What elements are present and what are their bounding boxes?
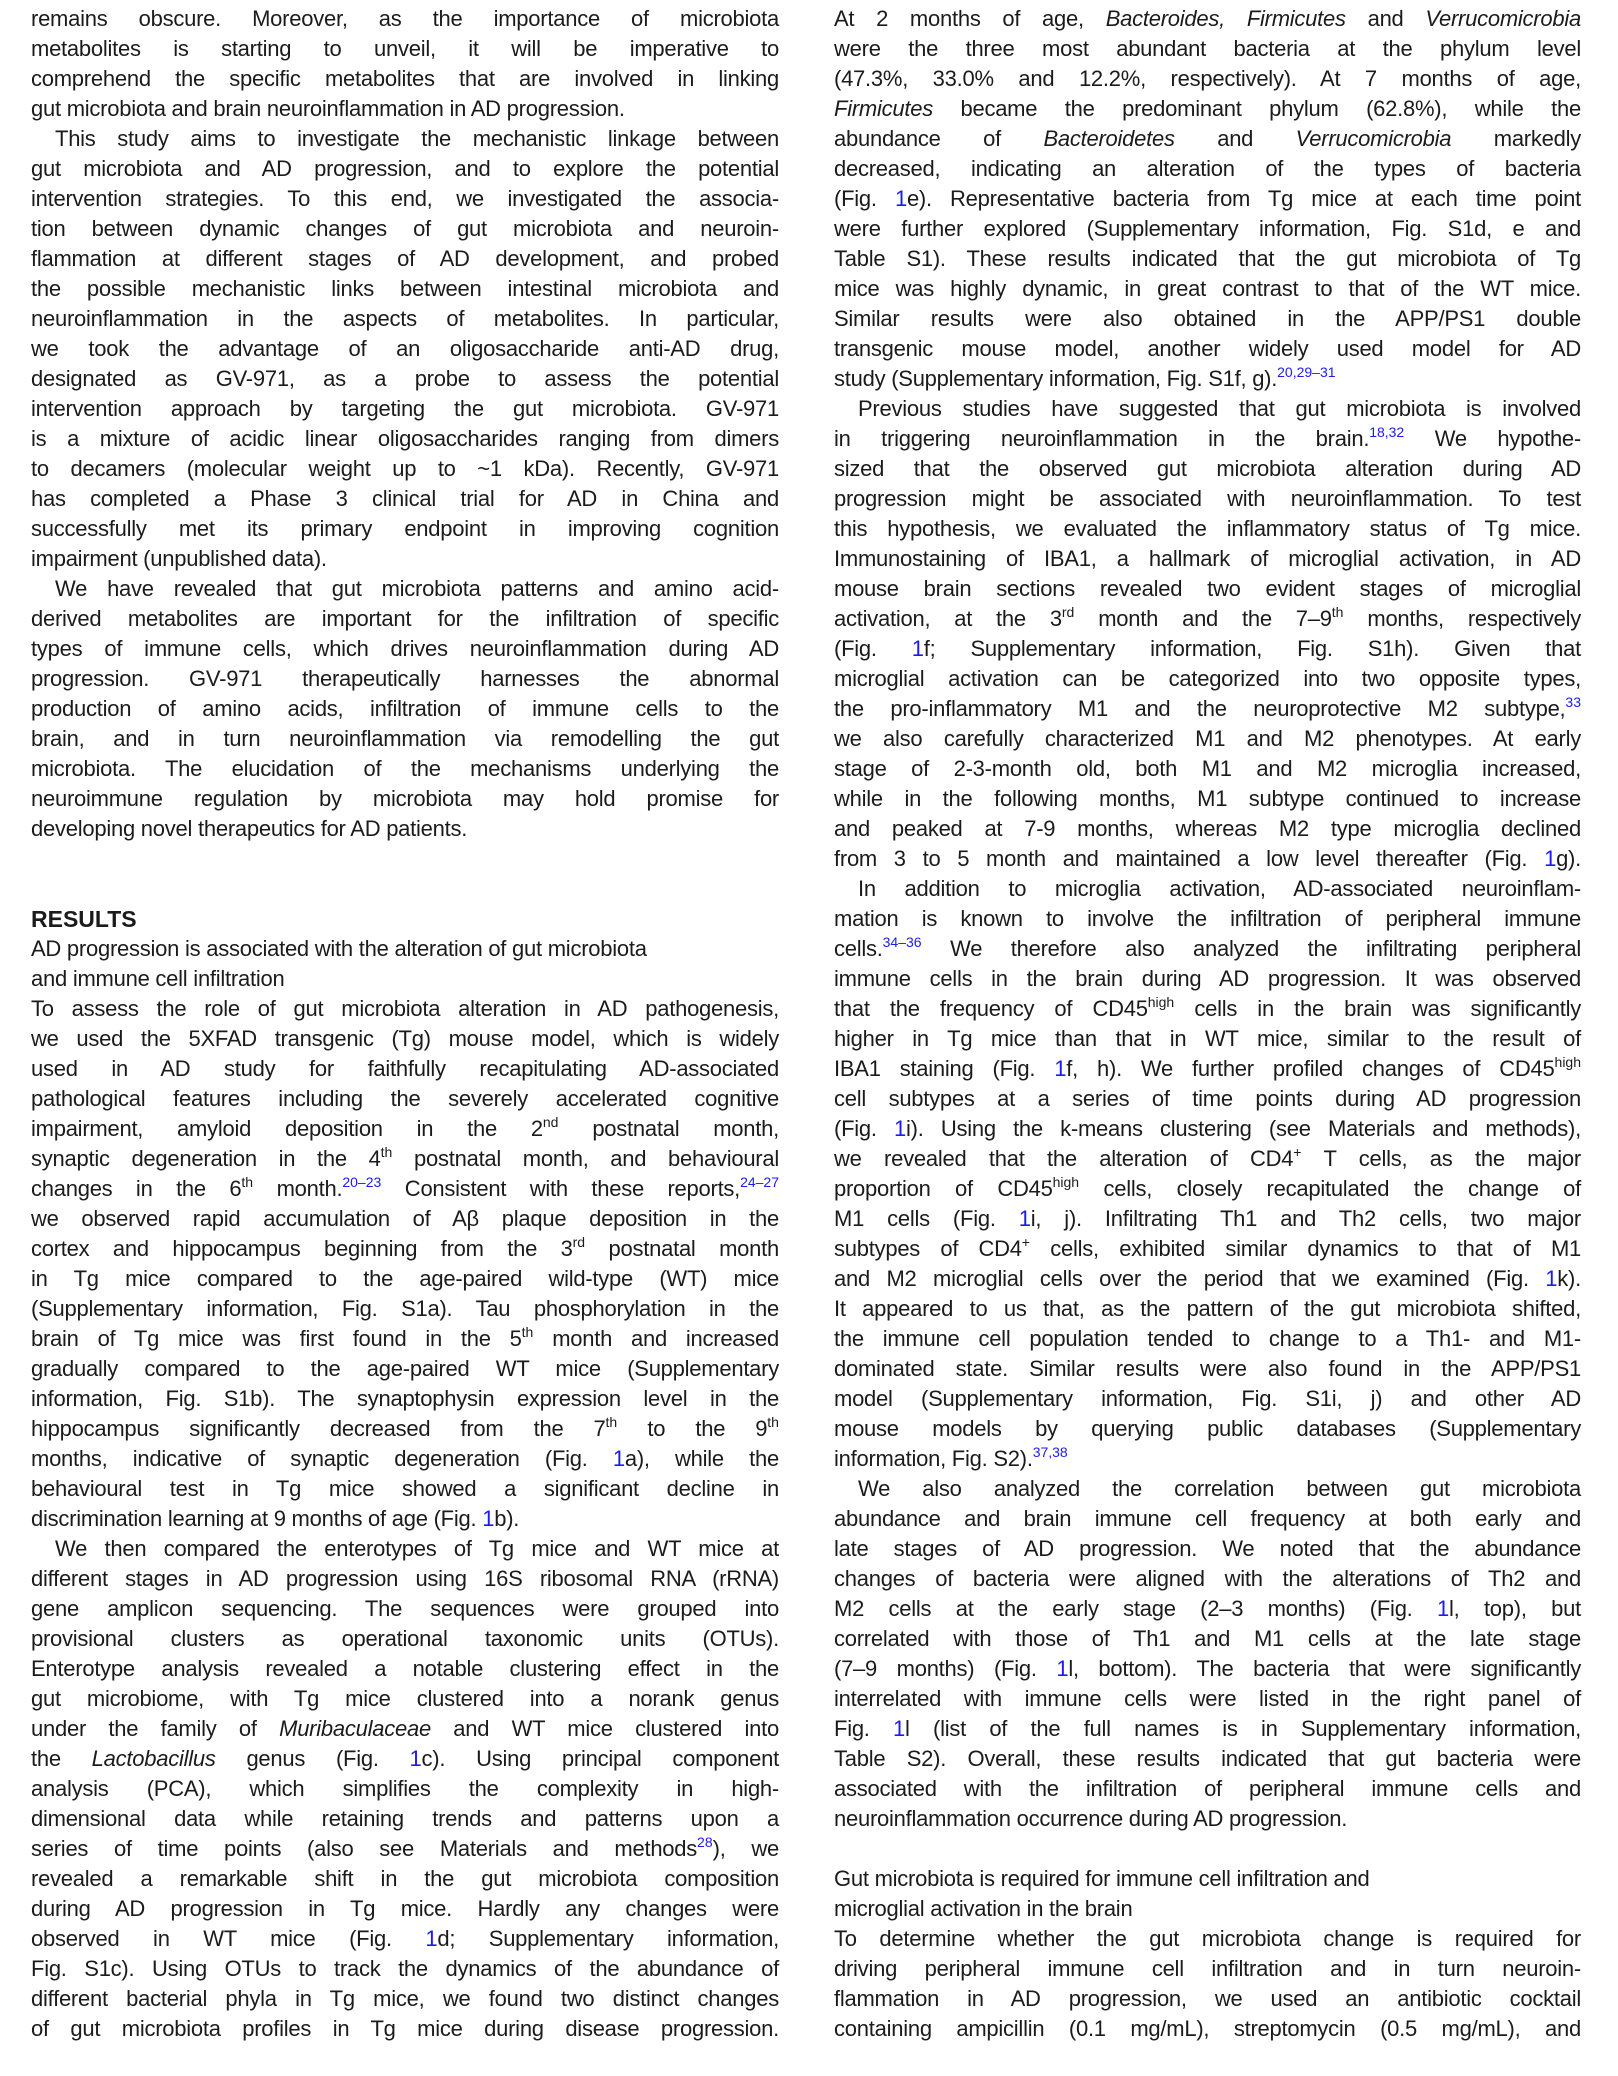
text-line: is a mixture of acidic linear oligosaccharides ranging from dimers (31, 426, 779, 451)
text-line: designated as GV-971, as a probe to assess the potential (31, 366, 779, 391)
text-line: were further explored (Supplementary information, Fig. S1d, e and (834, 216, 1581, 241)
figure-link[interactable]: 1 (911, 636, 924, 661)
figure-link[interactable]: 1 (1545, 1266, 1558, 1291)
text-line: flammation at different stages of AD development, and probed (31, 246, 779, 271)
figure-link[interactable]: 1 (894, 186, 907, 211)
text-line: progression might be associated with neuroinflammation. To test (834, 486, 1581, 511)
text-line: different bacterial phyla in Tg mice, we found two distinct changes (31, 1986, 779, 2011)
superscript: th (241, 1174, 254, 1190)
text-line: containing ampicillin (0.1 mg/mL), streptomycin (0.5 mg/mL), and (834, 2016, 1581, 2041)
text-line: (Fig. 1f; Supplementary information, Fig. S1h). Given that (834, 636, 1581, 661)
text-line: types of immune cells, which drives neuroinflammation during AD (31, 636, 779, 661)
text-line: Enterotype analysis revealed a notable clustering effect in the (31, 1656, 779, 1681)
italic-taxon: Bacteroides, Firmicutes (1105, 6, 1346, 31)
text-line: Fig. S1c). Using OTUs to track the dynamics of the abundance of (31, 1956, 779, 1981)
italic-taxon: Bacteroidetes (1043, 126, 1175, 151)
text-line: sized that the observed gut microbiota alteration during AD (834, 456, 1581, 481)
text-line: information, Fig. S2).$^{37,38}$ (834, 1444, 1068, 1471)
section-title: RESULTS (31, 906, 137, 932)
reference-superscript (1277, 364, 1335, 380)
text-line: the Lactobacillus genus (Fig. 1c). Using principal component (31, 1746, 779, 1771)
text-line: activation, at the 3rd month and the 7–9th months, respectively (834, 604, 1581, 631)
text-line: and peaked at 7-9 months, whereas M2 type microglia declined (834, 816, 1581, 841)
text-line: cortex and hippocampus beginning from the 3rd postnatal month (31, 1234, 779, 1261)
superscript: th (767, 1414, 779, 1430)
superscript: th (605, 1414, 618, 1430)
reference-link[interactable]: 20–23 (342, 1174, 382, 1190)
text-line: to decamers (molecular weight up to ~1 kDa). Recently, GV-971 (31, 456, 779, 481)
reference-superscript (883, 934, 922, 950)
reference-link[interactable]: 18,32 (1369, 424, 1405, 440)
text-line: metabolites is starting to unveil, it will be imperative to (31, 36, 779, 61)
text-line: changes of bacteria were aligned with the alterations of Th2 and (834, 1566, 1581, 1591)
text-line: brain, and in turn neuroinflammation via remodelling the gut (31, 726, 779, 751)
text-line: we used the 5XFAD transgenic (Tg) mouse model, which is widely (31, 1026, 779, 1051)
text-line: At 2 months of age, Bacteroides, Firmicutes and Verrucomicrobia (834, 6, 1581, 31)
text-line: information, Fig. S1b). The synaptophysin expression level in the (31, 1386, 779, 1411)
text-line: in Tg mice compared to the age-paired wild-type (WT) mice (31, 1266, 779, 1291)
text-line: Firmicutes became the predominant phylum (62.8%), while the (834, 96, 1581, 121)
text-line: mouse models by querying public databases (Supplementary (834, 1416, 1581, 1441)
reference-superscript (697, 1834, 713, 1850)
reference-superscript (1565, 694, 1581, 710)
text-line: brain of Tg mice was first found in the 5th month and increased (31, 1324, 780, 1351)
text-line: under the family of Muribaculaceae and WT mice clustered into (31, 1716, 779, 1741)
text-line: that the frequency of $CD45^{high}$ cells in the brain was significantly (834, 994, 1582, 1021)
text-line: changes in the 6th month.$^{20-23}$ Consistent with these reports,$^{24-27}$ (31, 1174, 779, 1201)
text-line: We have revealed that gut microbiota patterns and amino acid- (55, 576, 779, 601)
text-line: associated with the infiltration of peripheral immune cells and (834, 1776, 1581, 1801)
text-line: we took the advantage of an oligosaccharide anti-AD drug, (31, 336, 779, 361)
text-line: impairment, amyloid deposition in the 2nd postnatal month, (31, 1114, 779, 1141)
text-line: It appeared to us that, as the pattern of the gut microbiota shifted, (834, 1296, 1581, 1321)
text-line: (Fig. 1i). Using the k-means clustering (see Materials and methods), (834, 1116, 1581, 1141)
figure-link[interactable]: 1 (1544, 846, 1557, 871)
text-line: Similar results were also obtained in the APP/PS1 double (834, 306, 1581, 331)
reference-superscript (740, 1174, 779, 1190)
left-text-column (31, 0, 779, 2076)
text-line: Table S2). Overall, these results indicated that gut bacteria were (834, 1746, 1581, 1771)
text-line: Previous studies have suggested that gut microbiota is involved (858, 396, 1581, 421)
text-line: (Supplementary information, Fig. S1a). Tau phosphorylation in the (31, 1296, 779, 1321)
text-line: abundance of Bacteroidetes and Verrucomicrobia markedly (834, 126, 1581, 151)
subsection-title: microglial activation in the brain (834, 1896, 1133, 1921)
superscript: rd (572, 1234, 586, 1250)
figure-link[interactable]: 1 (612, 1446, 625, 1471)
text-line: synaptic degeneration in the 4th postnatal month, and behavioural (31, 1144, 779, 1171)
superscript: th (1331, 604, 1344, 620)
text-line: We then compared the enterotypes of Tg mice and WT mice at (55, 1536, 779, 1561)
text-line: Immunostaining of IBA1, a hallmark of microglial activation, in AD (834, 546, 1581, 571)
reference-link[interactable]: 24–27 (740, 1174, 779, 1190)
text-line: we also carefully characterized M1 and M2 phenotypes. At early (834, 726, 1581, 751)
text-line: transgenic mouse model, another widely used model for AD (834, 336, 1581, 361)
figure-link[interactable]: 1 (894, 1116, 906, 1141)
text-line: microbiota. The elucidation of the mechanisms underlying the (31, 756, 779, 781)
text-line: To assess the role of gut microbiota alteration in AD pathogenesis, (31, 996, 779, 1021)
text-line: derived metabolites are important for the infiltration of specific (31, 606, 779, 631)
superscript: th (380, 1144, 393, 1160)
reference-link[interactable]: 20,29–31 (1277, 364, 1336, 380)
superscript: high (1147, 994, 1175, 1010)
text-line: revealed a remarkable shift in the gut microbiota composition (31, 1866, 779, 1891)
figure-link[interactable]: 1 (409, 1746, 422, 1771)
text-line: IBA1 staining (Fig. 1f, h). We further profiled changes of $CD45^{high}$ (834, 1054, 1581, 1081)
italic-taxon: Verrucomicrobia (1295, 126, 1452, 151)
reference-link[interactable]: 33 (1565, 694, 1581, 710)
subsection-title: and immune cell infiltration (31, 966, 285, 991)
text-line: (7–9 months) (Fig. 1l, bottom). The bacteria that were significantly (834, 1656, 1581, 1681)
text-line: correlated with those of Th1 and M1 cells at the late stage (834, 1626, 1581, 1651)
text-line: Table S1). These results indicated that the gut microbiota of Tg (834, 246, 1581, 271)
text-line: during AD progression in Tg mice. Hardly any changes were (31, 1896, 779, 1921)
italic-taxon: Verrucomicrobia (1425, 6, 1581, 31)
figure-link[interactable]: 1 (1018, 1206, 1031, 1231)
text-line: impairment (unpublished data). (31, 546, 327, 571)
text-line: from 3 to 5 month and maintained a low level thereafter (Fig. 1g). (834, 846, 1581, 871)
text-line: the pro-inflammatory M1 and the neuroprotective M2 subtype,$^{33}$ (834, 694, 1581, 721)
figure-link[interactable]: 1 (893, 1716, 906, 1741)
reference-link[interactable]: 28 (697, 1834, 713, 1850)
text-line: neuroimmune regulation by microbiota may hold promise for (31, 786, 779, 811)
figure-link[interactable]: 1 (1437, 1596, 1449, 1621)
text-line: neuroinflammation occurrence during AD progression. (834, 1806, 1348, 1831)
text-line: the immune cell population tended to change to a Th1- and M1- (834, 1326, 1581, 1351)
reference-superscript (1369, 424, 1404, 440)
text-line: dominated state. Similar results were also found in the APP/PS1 (834, 1356, 1581, 1381)
text-line: gradually compared to the age-paired WT mice (Supplementary (31, 1356, 779, 1381)
text-line: we observed rapid accumulation of Aβ plaque deposition in the (31, 1206, 779, 1231)
text-line: production of amino acids, infiltration of immune cells to the (31, 696, 779, 721)
text-line: mouse brain sections revealed two evident stages of microglial (834, 576, 1581, 601)
superscript: nd (542, 1114, 559, 1130)
text-line: driving peripheral immune cell infiltration and in turn neuroin- (834, 1956, 1581, 1981)
text-line: this hypothesis, we evaluated the inflammatory status of Tg mice. (834, 516, 1581, 541)
subsection-title: Gut microbiota is required for immune cell infiltration and (834, 1866, 1370, 1891)
text-line: study (Supplementary information, Fig. S1f, g).$^{20,29-31}$ (834, 364, 1336, 391)
text-line: immune cells in the brain during AD progression. It was observed (834, 966, 1581, 991)
text-line: flammation in AD progression, we used an antibiotic cocktail (834, 1986, 1581, 2011)
text-line: intervention approach by targeting the gut microbiota. GV-971 (31, 396, 779, 421)
text-line: behavioural test in Tg mice showed a significant decline in (31, 1476, 779, 1501)
text-line: This study aims to investigate the mechanistic linkage between (55, 126, 779, 151)
text-line: discrimination learning at 9 months of age (Fig. 1b). (31, 1506, 520, 1531)
text-line: has completed a Phase 3 clinical trial for AD in China and (31, 486, 779, 511)
text-line: of gut microbiota profiles in Tg mice during disease progression. (31, 2016, 779, 2041)
text-line: comprehend the specific metabolites that are involved in linking (31, 66, 779, 91)
text-line: pathological features including the severely accelerated cognitive (31, 1086, 779, 1111)
text-line: decreased, indicating an alteration of the types of bacteria (834, 156, 1581, 181)
text-line: cell subtypes at a series of time points during AD progression (834, 1086, 1581, 1111)
text-line: M2 cells at the early stage (2–3 months) (Fig. 1l, top), but (834, 1596, 1581, 1621)
text-line: analysis (PCA), which simplifies the complexity in high- (31, 1776, 779, 1801)
italic-taxon: Lactobacillus (91, 1746, 216, 1771)
superscript: rd (1061, 604, 1075, 620)
superscript: + (1293, 1144, 1302, 1160)
text-line: proportion of $CD45^{high}$ cells, closely recapitulated the change of (834, 1174, 1581, 1201)
superscript: high (1052, 1174, 1080, 1190)
reference-superscript (342, 1174, 381, 1190)
text-line: neuroinflammation in the aspects of metabolites. In particular, (31, 306, 779, 331)
text-line: dimensional data while retaining trends and patterns upon a (31, 1806, 779, 1831)
text-line: hippocampus significantly decreased from the 7th to the 9th (31, 1414, 779, 1441)
text-line: model (Supplementary information, Fig. S1i, j) and other AD (834, 1386, 1581, 1411)
text-line: late stages of AD progression. We noted that the abundance (834, 1536, 1581, 1561)
text-line: (Fig. 1e). Representative bacteria from Tg mice at each time point (834, 186, 1581, 211)
text-line: we revealed that the alteration of CD4+ T cells, as the major (834, 1144, 1581, 1171)
subsection-title: AD progression is associated with the alteration of gut microbiota (31, 936, 647, 961)
superscript: high (1554, 1054, 1581, 1070)
text-line: in triggering neuroinflammation in the brain.$^{18,32}$ We hypothe- (834, 424, 1581, 451)
italic-taxon: Firmicutes (834, 96, 933, 121)
text-line: the possible mechanistic links between intestinal microbiota and (31, 276, 779, 301)
text-line: (47.3%, 33.0% and 12.2%, respectively). At 7 months of age, (834, 66, 1581, 91)
text-line: developing novel therapeutics for AD patients. (31, 816, 468, 841)
text-line: months, indicative of synaptic degeneration (Fig. 1a), while the (31, 1446, 779, 1471)
text-line: used in AD study for faithfully recapitulating AD-associated (31, 1056, 779, 1081)
text-line: In addition to microglia activation, AD-associated neuroinflam- (858, 876, 1581, 901)
right-text-column (834, 0, 1581, 2076)
text-line: progression. GV-971 therapeutically harnesses the abnormal (31, 666, 779, 691)
text-line: provisional clusters as operational taxonomic units (OTUs). (31, 1626, 779, 1651)
text-line: while in the following months, M1 subtype continued to increase (834, 786, 1581, 811)
text-line: different stages in AD progression using 16S ribosomal RNA (rRNA) (31, 1566, 779, 1591)
text-line: and M2 microglial cells over the period that we examined (Fig. 1k). (834, 1266, 1581, 1291)
text-line: subtypes of CD4+ cells, exhibited similar dynamics to that of M1 (834, 1234, 1582, 1261)
text-line: To determine whether the gut microbiota change is required for (834, 1926, 1581, 1951)
text-line: series of time points (also see Materials and methods$^{28}$), we (31, 1834, 779, 1861)
figure-link[interactable]: 1 (1056, 1656, 1069, 1681)
figure-link[interactable]: 1 (1054, 1056, 1067, 1081)
text-line: M1 cells (Fig. 1i, j). Infiltrating Th1 and Th2 cells, two major (834, 1206, 1581, 1231)
text-line: mice was highly dynamic, in great contrast to that of the WT mice. (834, 276, 1581, 301)
text-line: were the three most abundant bacteria at the phylum level (834, 36, 1581, 61)
text-line: Fig. 1l (list of the full names is in Supplementary information, (834, 1716, 1582, 1741)
text-line: intervention strategies. To this end, we investigated the associa- (31, 186, 779, 211)
text-line: We also analyzed the correlation between gut microbiota (858, 1476, 1581, 1501)
reference-link[interactable]: 37,38 (1032, 1444, 1068, 1460)
text-line: stage of 2-3-month old, both M1 and M2 microglia increased, (834, 756, 1581, 781)
text-line: successfully met its primary endpoint in improving cognition (31, 516, 779, 541)
text-line: higher in Tg mice than that in WT mice, similar to the result of (834, 1026, 1581, 1051)
text-line: remains obscure. Moreover, as the importance of microbiota (31, 6, 779, 31)
text-line: gut microbiome, with Tg mice clustered into a norank genus (31, 1686, 779, 1711)
text-line: microglial activation can be categorized into two opposite types, (834, 666, 1581, 691)
text-line: gene amplicon sequencing. The sequences were grouped into (31, 1596, 779, 1621)
superscript: + (1021, 1234, 1030, 1250)
text-line: cells.$^{34-36}$ We therefore also analyzed the infiltrating peripheral (834, 934, 1581, 961)
text-line: abundance and brain immune cell frequency at both early and (834, 1506, 1581, 1531)
text-line: interrelated with immune cells were listed in the right panel of (834, 1686, 1581, 1711)
superscript: th (521, 1324, 534, 1340)
text-line: tion between dynamic changes of gut microbiota and neuroin- (31, 216, 779, 241)
text-line: gut microbiota and AD progression, and to explore the potential (31, 156, 779, 181)
reference-link[interactable]: 34–36 (882, 934, 922, 950)
reference-superscript (1033, 1444, 1068, 1460)
italic-taxon: Muribaculaceae (279, 1716, 431, 1741)
figure-link[interactable]: 1 (482, 1506, 495, 1531)
text-line: mation is known to involve the infiltration of peripheral immune (834, 906, 1581, 931)
text-line: gut microbiota and brain neuroinflammation in AD progression. (31, 96, 625, 121)
figure-link[interactable]: 1 (425, 1926, 438, 1951)
text-line: observed in WT mice (Fig. 1d; Supplementary information, (31, 1926, 779, 1951)
